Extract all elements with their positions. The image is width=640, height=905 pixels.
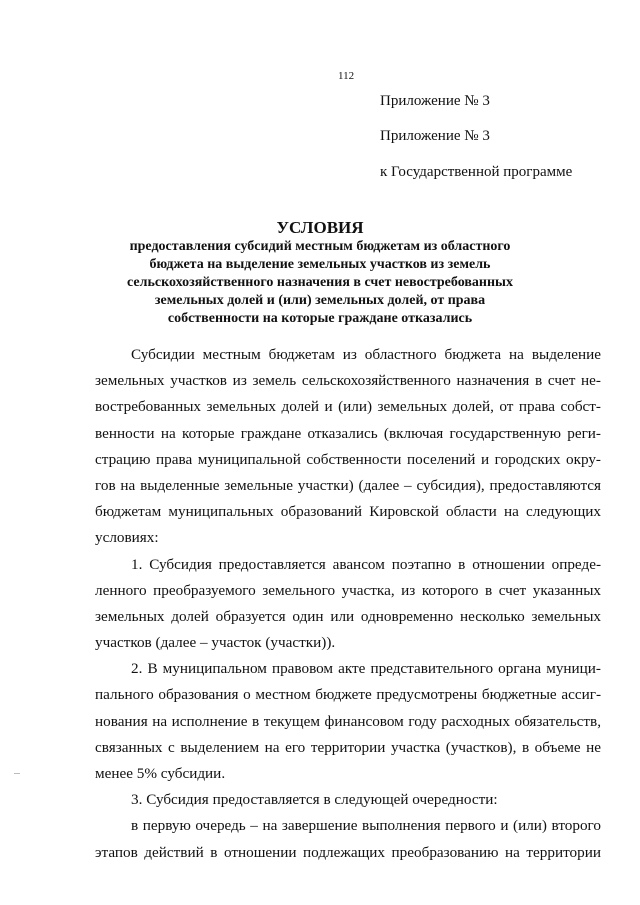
body-text-line: земельных долей образуется один или одновременно несколько земельных — [95, 607, 601, 625]
body-text-line: 3. Субсидия предоставляется в следующей очередности: — [131, 791, 498, 809]
body-text-line: страцию права муниципальной собственности поселений и городских окру- — [95, 450, 601, 468]
appendix-label-repeat: Приложение № 3 — [380, 128, 490, 144]
body-text-line: 2. В муниципальном правовом акте представительного органа муници- — [131, 660, 601, 678]
body-text-line: гов на выделенные земельные участки) (далее – субсидия), предоставляются — [95, 476, 601, 494]
body-text-line: связанных с выделением на его территории участка (участков), в объеме не — [95, 738, 601, 756]
page-number: 112 — [338, 70, 355, 82]
subtitle-line: бюджета на выделение земельных участков из земель — [149, 257, 491, 272]
appendix-program-reference: к Государственной программе — [380, 164, 573, 180]
body-text-line: ленного преобразуемого земельного участка, из которого в счет указанных — [95, 581, 601, 599]
document-title: УСЛОВИЯ — [276, 218, 364, 237]
body-text-line: условиях: — [95, 529, 159, 547]
body-text-line: этапов действий в отношении подлежащих преобразованию на территории — [95, 843, 601, 861]
body-text-line: в первую очередь – на завершение выполнения первого и (или) второго — [131, 817, 601, 835]
body-text-line: 1. Субсидия предоставляется авансом поэтапно в отношении опреде- — [131, 555, 601, 573]
subtitle-line: собственности на которые граждане отказались — [167, 311, 473, 326]
body-text-line: земельных участков из земель сельскохозяйственного назначения в счет не- — [95, 372, 601, 390]
body-text-line: Субсидии местным бюджетам из областного бюджета на выделение — [131, 346, 601, 363]
body-text-line: участков (далее – участок (участки)). — [95, 634, 336, 652]
document-body — [95, 342, 601, 866]
document-subtitle — [120, 238, 520, 328]
body-text-line: востребованных земельных долей и (или) земельных долей, от права собст- — [95, 398, 601, 416]
body-text-line: бюджетам муниципальных образований Кировской области на следующих — [95, 503, 601, 521]
subtitle-line: предоставления субсидий местным бюджетам из областного — [129, 239, 511, 254]
subtitle-line: земельных долей и (или) земельных долей, от права — [154, 293, 486, 308]
body-text-line: нования на исполнение в текущем финансовом году расходных обязательств, — [95, 712, 601, 730]
body-text-line: пального образования о местном бюджете предусмотрены бюджетные ассиг- — [95, 686, 601, 704]
scan-artifact — [14, 773, 20, 774]
subtitle-line: сельскохозяйственного назначения в счет невостребованных — [127, 275, 513, 290]
body-text-line: менее 5% субсидии. — [95, 765, 226, 782]
appendix-label: Приложение № 3 — [380, 93, 490, 109]
body-text-line: венности на которые граждане отказались (включая государственную реги- — [95, 424, 601, 442]
